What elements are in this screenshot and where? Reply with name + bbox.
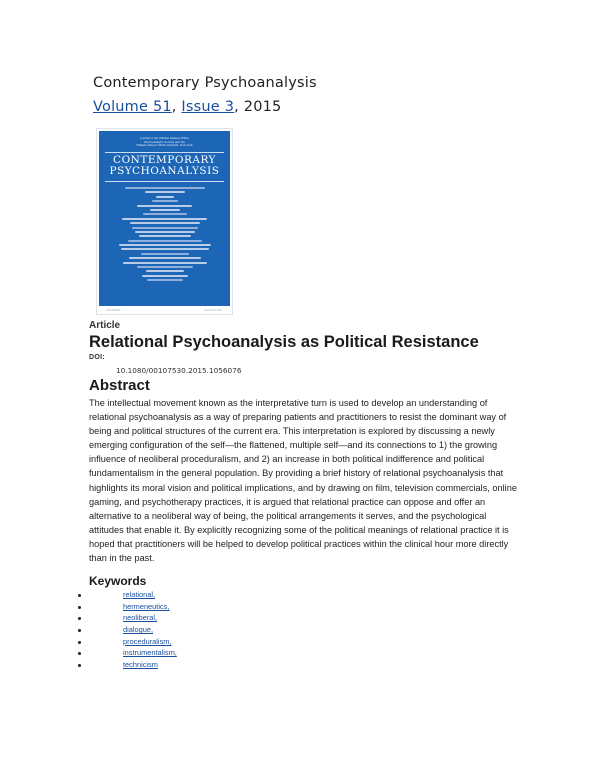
cover-footer-right: ISSN 0010-7530 (204, 309, 222, 312)
doi-value: 10.1080/00107530.2015.1056076 (116, 366, 242, 375)
abstract-text: The intellectual movement known as the interpretative turn is used to develop an understanding of relational psychoanalysis as a way of preparing patients and practitioners to resist the dominant way of being and political structures of the current era. This interpretation is explored by discussing a newly emerging configuration of the self—the flattened, multiple self—and its connections to 1) the growing influence of neoliberal proceduralism, and 2) an increase in both political indifference and political fundamentalism in the general population. By providing a brief history of relational psychoanalysis that highlights its moral vision and political implications, and by drawing on film, television commercials, online gaming, and psychotherapy practices, it is argued that relational practice can oppose and offer an alternative to a neoliberal way of being, the political arrangements it serves, and the psychological attitudes that enable it. By explicitly recognizing some of the political meanings of relational practice it is hoped that practitioners will be helped to develop political practices within the clinical hour more directly than in the past. (89, 398, 517, 564)
keywords-heading: Keywords (89, 574, 147, 588)
bullet-icon (78, 652, 81, 655)
keyword-link-neoliberal[interactable]: neoliberal, (123, 613, 158, 623)
abstract-heading: Abstract (89, 377, 150, 394)
issue-year: , 2015 (234, 99, 282, 115)
cover-title-line: CONTEMPORARY (113, 154, 216, 166)
issue-link[interactable]: Issue 3 (181, 99, 235, 115)
bullet-icon (78, 664, 81, 667)
keyword-link-proceduralism[interactable]: proceduralism, (123, 636, 172, 646)
keyword-link-dialogue[interactable]: dialogue, (123, 625, 153, 635)
cover-contents-lines (113, 187, 216, 284)
keyword-link-hermeneutics[interactable]: hermeneutics, (123, 601, 170, 611)
cover-header-line: William Alanson White Institute, New York (136, 144, 193, 148)
journal-name: Contemporary Psychoanalysis (93, 75, 317, 91)
keyword-link-relational[interactable]: relational, (123, 590, 156, 599)
cover-panel (99, 131, 230, 306)
article-title: Relational Psychoanalysis as Political Resistance (89, 333, 479, 351)
bullet-icon (78, 617, 81, 620)
bullet-icon (78, 594, 81, 597)
keyword-link-instrumentalism[interactable]: instrumentalism, (123, 648, 177, 658)
article-type-label: Article (89, 320, 121, 331)
bullet-icon (78, 606, 81, 609)
cover-title (103, 155, 226, 177)
cover-title-line: PSYCHOANALYSIS (109, 165, 220, 177)
doi-label: DOI: (89, 354, 105, 361)
cover-divider (105, 152, 224, 153)
cover-header-line: Journal of the William Alanson White (140, 137, 189, 140)
cover-footer (97, 307, 232, 313)
volume-link[interactable]: Volume 51 (93, 99, 172, 115)
cover-footer-left: • ROUTLEDGE (105, 309, 121, 312)
bullet-icon (78, 629, 81, 632)
journal-cover-image[interactable] (96, 128, 233, 315)
bullet-icon (78, 641, 81, 644)
issue-line (93, 99, 281, 115)
cover-header-line: Psychoanalytic Society and the (144, 140, 185, 144)
cover-header (117, 137, 212, 148)
cover-divider (105, 181, 224, 182)
keyword-link-technicism[interactable]: technicism (123, 660, 158, 670)
issue-separator: , (171, 99, 177, 115)
